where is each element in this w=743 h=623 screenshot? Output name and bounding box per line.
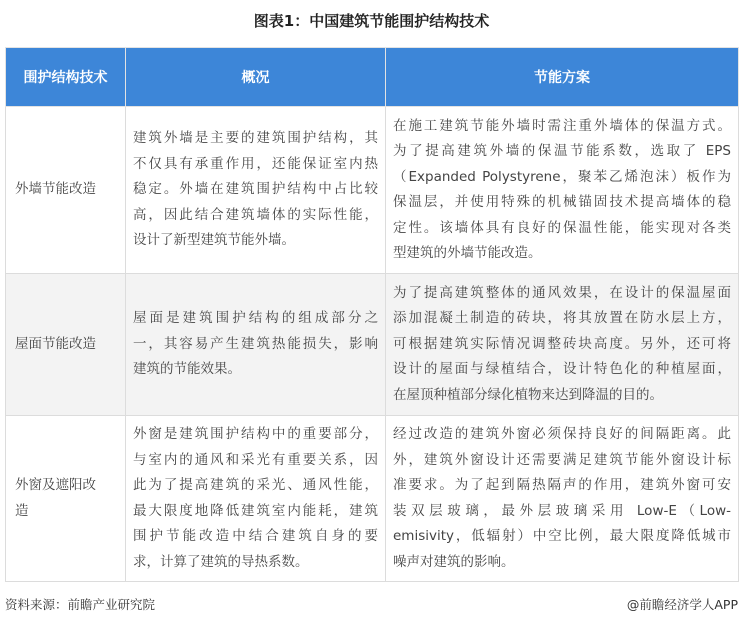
cell-line: 建筑的节能效果。: [133, 361, 241, 378]
cell-line: 外墙节能改造: [15, 181, 96, 198]
cell-line: 准要求。为了起到隔热隔声的作用，建筑外窗可安: [393, 477, 731, 493]
cell-plan: [386, 107, 739, 274]
cell-plan: [386, 274, 739, 416]
header-plan: 节能方案: [386, 48, 739, 107]
cell-line: 定性。该墙体具有良好的保温性能，能实现对各类: [393, 219, 731, 236]
cell-tech: [6, 274, 126, 416]
cell-line: 高，因此结合建筑墙体的实际性能，: [133, 206, 378, 223]
cell-line: 装双层玻璃，最外层玻璃采用 Low-E（Low-: [393, 502, 731, 519]
cell-line: 外窗及遮阳改: [15, 477, 96, 493]
header-overview: 概况: [126, 48, 386, 107]
cell-line: 建筑外墙是主要的建筑围护结构，其: [133, 130, 378, 147]
cell-line: 型建筑的外墙节能改造。: [393, 245, 542, 261]
cell-line: emisivity，低辐射）中空比例，最大限度降低城市: [393, 528, 731, 544]
cell-tech: [6, 107, 126, 274]
cell-line: 不仅具有承重作用，还能保证室内热: [133, 155, 378, 172]
cell-line: 一，其容易产生建筑热能损失，影响: [133, 335, 378, 352]
cell-overview: [126, 416, 386, 582]
figure-title: 图表1：中国建筑节能围护结构技术: [253, 12, 490, 30]
cell-line: 最大限度地降低建筑室内能耗，建筑: [133, 502, 378, 519]
cell-tech: [6, 416, 126, 582]
cell-line: 保温层，并使用特殊的机械锚固技术提高墙体的稳: [393, 194, 731, 210]
cell-line: 为了提高建筑外墙的保温节能系数，选取了 EPS: [393, 143, 731, 159]
cell-line: 屋面节能改造: [15, 335, 96, 352]
cell-overview: [126, 274, 386, 416]
cell-line: 求，计算了建筑的导热系数。: [133, 553, 309, 570]
brand-credit: @前瞻经济学人APP: [626, 597, 738, 612]
cell-line: 与室内的通风和采光有重要关系，因: [133, 451, 378, 468]
cell-line: 设计的屋面与绿植结合，设计特色化的种植屋面，: [393, 361, 731, 378]
cell-line: （Expanded Polystyrene，聚苯乙烯泡沫）板作为: [393, 168, 731, 185]
cell-plan: [386, 416, 739, 582]
cell-line: 在屋顶种植部分绿化植物来达到降温的目的。: [393, 386, 663, 403]
source-note: 资料来源：前瞻产业研究院: [5, 597, 156, 612]
table-row: [6, 107, 739, 274]
cell-line: 稳定。外墙在建筑围护结构中占比较: [133, 181, 378, 198]
cell-line: 噪声对建筑的影响。: [393, 553, 515, 570]
table-row: [6, 416, 739, 582]
cell-overview: [126, 107, 386, 274]
cell-line: 可根据建筑实际情况调整砖块高度。另外，还可将: [393, 335, 731, 352]
cell-line: 在施工建筑节能外墙时需注重外墙体的保温方式。: [393, 117, 731, 134]
cell-line: 此为了提高建筑的采光、通风性能，: [133, 477, 378, 493]
cell-line: 经过改造的建筑外窗必须保持良好的间隔距离。此: [393, 426, 731, 442]
cell-line: 为了提高建筑整体的通风效果，在设计的保温屋面: [393, 284, 731, 301]
tech-table: [5, 47, 739, 582]
cell-line: 屋面是建筑围护结构的组成部分之: [133, 310, 378, 327]
cell-line: 围护节能改造中结合建筑自身的要: [133, 528, 378, 544]
cell-line: 添加混凝土制造的砖块，将其放置在防水层上方，: [393, 310, 731, 327]
header-tech: 围护结构技术: [6, 48, 126, 107]
table-row: [6, 274, 739, 416]
cell-line: 外窗是建筑围护结构中的重要部分，: [133, 426, 378, 442]
cell-line: 造: [15, 502, 29, 519]
cell-line: 设计了新型建筑节能外墙。: [133, 232, 295, 249]
cell-line: 外，建筑外窗设计还需要满足建筑节能外窗设计标: [393, 451, 731, 468]
